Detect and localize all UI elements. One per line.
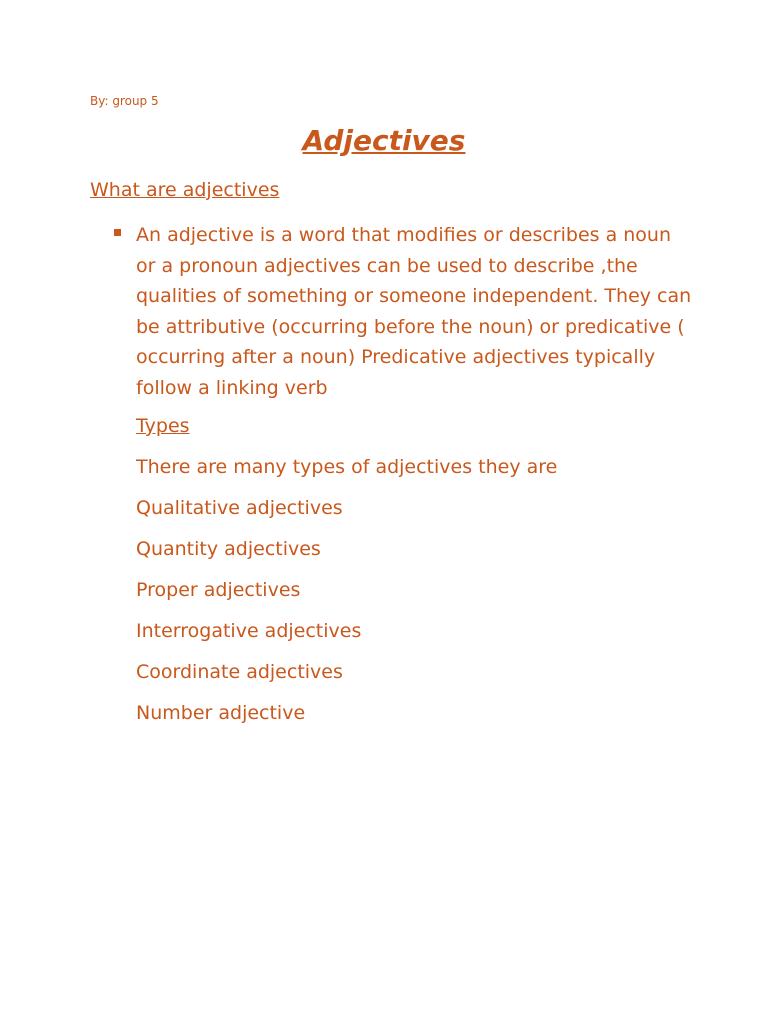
list-item: Quantity adjectives xyxy=(136,538,321,560)
types-label: Types xyxy=(136,415,190,437)
definition-paragraph: An adjective is a word that modifies or describes a noun or a pronoun adjectives can be used to describe ,the qualities of something or someone independent. They can be attributive (occurring before the noun) or predicative ( occurring after a noun) Predicative adjectives typically follow a linking verb xyxy=(136,224,692,399)
list-item: Proper adjectives xyxy=(136,579,301,601)
section-heading: What are adjectives xyxy=(90,179,280,201)
types-intro: There are many types of adjectives they are xyxy=(136,456,558,478)
list-item: Number adjective xyxy=(136,702,306,724)
list-item: Interrogative adjectives xyxy=(136,620,362,642)
byline: By: group 5 xyxy=(90,94,159,108)
square-bullet-icon xyxy=(114,229,121,236)
list-item: Qualitative adjectives xyxy=(136,497,343,519)
document-title: Adjectives xyxy=(302,124,466,157)
list-item: Coordinate adjectives xyxy=(136,661,343,683)
